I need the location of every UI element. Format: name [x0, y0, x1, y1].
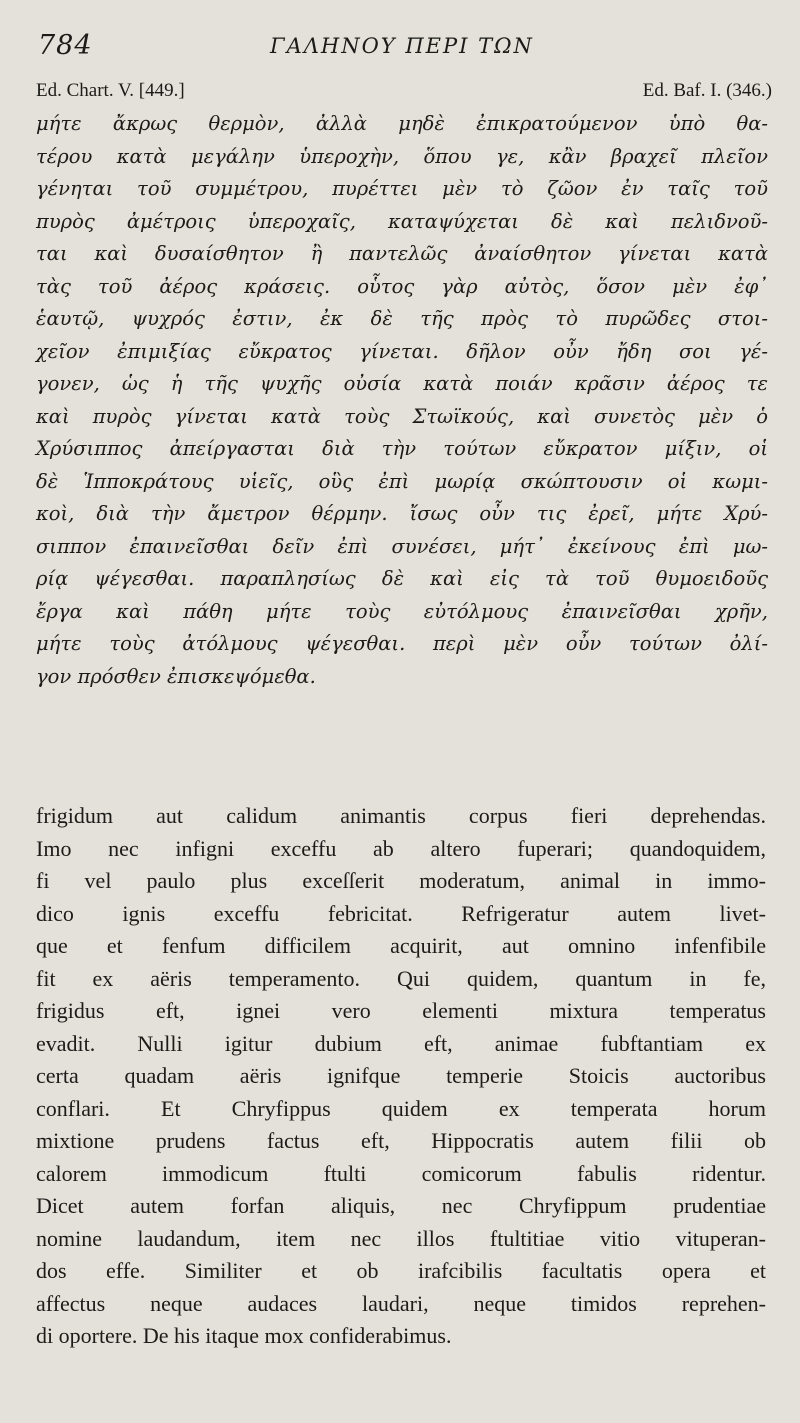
- latin-text-block: [36, 800, 766, 1353]
- latin-line: evadit. Nulli igitur dubium eft, animae fubftantiam ex: [36, 1030, 766, 1056]
- page-number: 784: [38, 30, 93, 61]
- greek-line: γένηται τοῦ συμμέτρου, πυρέττει μὲν τὸ ζῶον ἐν ταῖς τοῦ: [36, 177, 768, 200]
- greek-line: γον πρόσθεν ἐπισκεψόμεθα.: [36, 664, 316, 688]
- latin-line: frigidus eft, ignei vero elementi mixtura temperatus: [36, 998, 766, 1023]
- greek-line: ρίᾳ ψέγεσθαι. παραπλησίως δὲ καὶ εἰς τὰ τοῦ θυμοειδοῦς: [36, 567, 768, 590]
- latin-line: fi vel paulo plus exceſſerit moderatum, animal in immo-: [36, 868, 766, 893]
- greek-line: ἔργα καὶ πάθη μήτε τοὺς εὐτόλμους ἐπαινεῖσθαι χρῆν,: [36, 599, 768, 623]
- latin-line: nomine laudandum, item nec illos ftultitiae vitio vituperan-: [36, 1225, 766, 1251]
- edition-basel-reference: Ed. Baf. I. (346.): [642, 80, 772, 101]
- running-title: ΓΑΛΗΝΟΥ ΠΕΡΙ ΤΩΝ: [270, 34, 534, 58]
- greek-text-block: [36, 108, 768, 693]
- latin-line: certa quadam aëris ignifque temperie Stoicis auctoribus: [36, 1063, 766, 1088]
- latin-line: dico ignis exceffu febricitat. Refrigeratur autem livet-: [36, 900, 766, 926]
- latin-line: affectus neque audaces laudari, neque timidos reprehen-: [36, 1290, 766, 1316]
- latin-line: frigidum aut calidum animantis corpus fieri deprehendas.: [36, 803, 766, 828]
- latin-line: Imo nec infigni exceffu ab altero fuperari; quandoquidem,: [36, 835, 766, 861]
- edition-chart-reference: Ed. Chart. V. [449.]: [36, 80, 185, 101]
- edition-reference-line: [36, 80, 772, 108]
- latin-line: Dicet autem forfan aliquis, nec Chryfippum prudentiae: [36, 1193, 766, 1218]
- greek-line: καὶ πυρὸς γίνεται κατὰ τοὺς Στωϊκούς, καὶ συνετὸς μὲν ὁ: [36, 404, 768, 428]
- latin-line: fit ex aëris temperamento. Qui quidem, quantum in fe,: [36, 965, 766, 991]
- greek-line: τέρου κατὰ μεγάλην ὑπεροχὴν, ὅπου γε, κἂν βραχεῖ πλεῖον: [36, 144, 768, 168]
- greek-line: δὲ Ἱπποκράτους υἱεῖς, οὓς ἐπὶ μωρίᾳ σκώπτουσιν οἱ κωμι-: [36, 469, 768, 493]
- greek-line: ἑαυτῷ, ψυχρός ἐστιν, ἐκ δὲ τῆς πρὸς τὸ πυρῶδες στοι-: [36, 307, 768, 330]
- latin-line: mixtione prudens factus eft, Hippocratis autem filii ob: [36, 1128, 766, 1153]
- greek-line: κοὶ, διὰ τὴν ἄμετρον θέρμην. ἴσως οὖν τις ἐρεῖ, μήτε Χρύ-: [36, 502, 768, 525]
- running-head: [38, 30, 770, 64]
- latin-line: calorem immodicum ftulti comicorum fabulis ridentur.: [36, 1160, 766, 1186]
- latin-line: di oportere. De his itaque mox confiderabimus.: [36, 1323, 452, 1348]
- greek-line: τὰς τοῦ ἀέρος κράσεις. οὗτος γὰρ αὐτὸς, ὅσον μὲν ἐφ᾽: [36, 274, 768, 298]
- latin-line: conflari. Et Chryfippus quidem ex temperata horum: [36, 1095, 766, 1121]
- greek-line: πυρὸς ἀμέτροις ὑπεροχαῖς, καταψύχεται δὲ καὶ πελιδνοῦ-: [36, 209, 768, 233]
- greek-line: ται καὶ δυσαίσθητον ἢ παντελῶς ἀναίσθητον γίνεται κατὰ: [36, 242, 768, 265]
- latin-line: dos effe. Similiter et ob irafcibilis facultatis opera et: [36, 1258, 766, 1283]
- greek-line: γονεν, ὡς ἡ τῆς ψυχῆς οὐσία κατὰ ποιάν κρᾶσιν ἀέρος τε: [36, 372, 768, 395]
- greek-line: Χρύσιππος ἀπείργασται διὰ τὴν τούτων εὔκρατον μίξιν, οἱ: [36, 437, 768, 460]
- greek-line: χεῖον ἐπιμιξίας εὔκρατος γίνεται. δῆλον οὖν ἤδη σοι γέ-: [36, 339, 768, 363]
- latin-line: que et fenfum difficilem acquirit, aut omnino infenfibile: [36, 933, 766, 958]
- greek-line: σιππον ἐπαινεῖσθαι δεῖν ἐπὶ συνέσει, μήτ᾽ ἐκείνους ἐπὶ μω-: [36, 534, 768, 558]
- greek-line: μήτε ἄκρως θερμὸν, ἀλλὰ μηδὲ ἐπικρατούμενον ὑπὸ θα-: [36, 112, 768, 135]
- greek-line: μήτε τοὺς ἀτόλμους ψέγεσθαι. περὶ μὲν οὖν τούτων ὀλί-: [36, 632, 768, 655]
